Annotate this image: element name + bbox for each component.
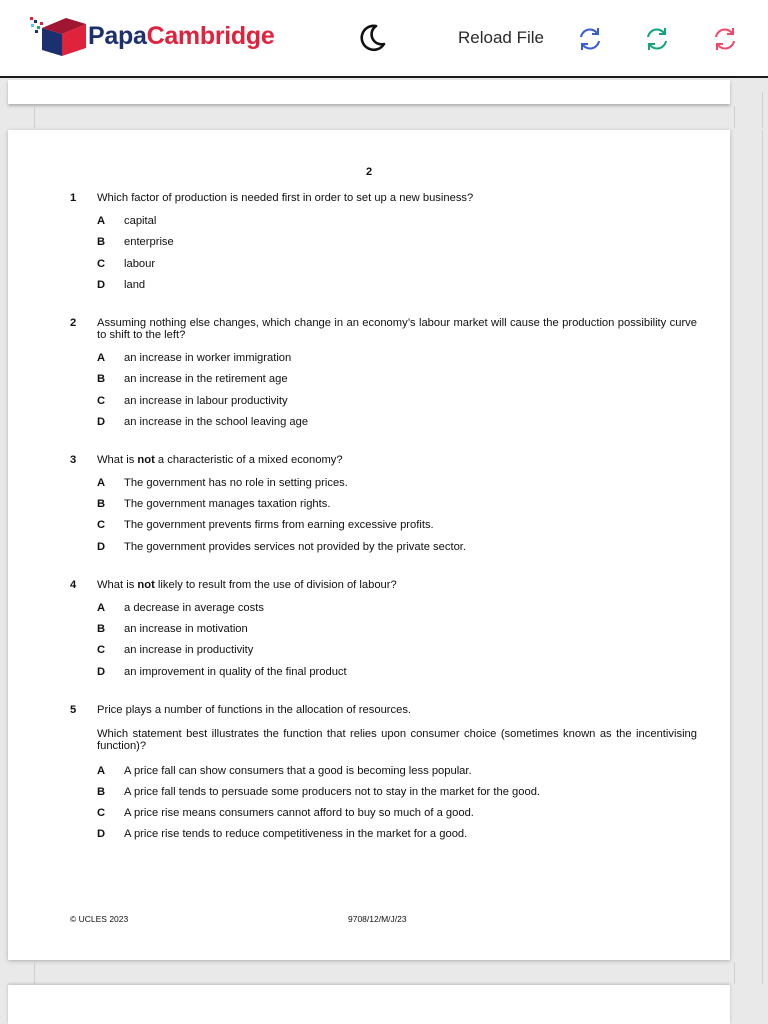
question-text: Which statement best illustrates the function that relies upon consumer choice (sometimes known as the incentivising function)?	[97, 728, 697, 752]
option-text: an improvement in quality of the final product	[124, 666, 347, 678]
question-number: 4	[70, 579, 77, 591]
reload-file-label[interactable]: Reload File	[458, 28, 544, 47]
logo-mark-icon	[28, 16, 88, 58]
divider	[734, 962, 735, 984]
option-text: land	[124, 279, 146, 291]
option-d	[8, 416, 730, 430]
option-d	[8, 541, 730, 555]
option-a	[8, 765, 730, 779]
option-b	[8, 498, 730, 512]
option-c	[8, 807, 730, 821]
option-letter: A	[97, 477, 106, 489]
option-b	[8, 623, 730, 637]
logo-text	[88, 22, 274, 51]
question-number: 5	[70, 704, 77, 716]
option-letter: B	[97, 623, 106, 635]
option-c	[8, 395, 730, 409]
option-letter: A	[97, 602, 106, 614]
option-letter: C	[97, 644, 106, 656]
footer-copyright: © UCLES 2023	[70, 914, 129, 924]
option-a	[8, 602, 730, 616]
question-text: Price plays a number of functions in the allocation of resources.	[97, 704, 412, 716]
option-b	[8, 786, 730, 800]
option-letter: B	[97, 236, 106, 248]
divider	[762, 130, 763, 984]
option-c	[8, 258, 730, 272]
question-number: 1	[70, 192, 77, 204]
option-text: an increase in the retirement age	[124, 373, 288, 385]
option-text: capital	[124, 215, 157, 227]
option-c	[8, 519, 730, 533]
question-text-start: What is	[97, 579, 138, 591]
question-text-emphasis: not	[137, 579, 155, 591]
divider	[734, 106, 735, 128]
option-letter: D	[97, 541, 106, 553]
option-text: The government has no role in setting prices.	[124, 477, 348, 489]
option-text: A price rise tends to reduce competitiveness in the market for a good.	[124, 828, 468, 840]
divider	[762, 92, 763, 128]
moon-icon[interactable]	[356, 22, 388, 54]
question-text	[97, 579, 697, 592]
reload-icon[interactable]	[642, 24, 672, 54]
option-text: The government prevents firms from earning excessive profits.	[124, 519, 434, 531]
option-a	[8, 352, 730, 366]
previous-page-edge	[8, 80, 730, 104]
option-text: an increase in labour productivity	[124, 395, 288, 407]
question-text-start: What is	[97, 454, 138, 466]
option-letter: B	[97, 786, 106, 798]
option-letter: C	[97, 519, 106, 531]
question-text: Assuming nothing else changes, which change in an economy’s labour market will cause the production possibility curve to shift to the left?	[97, 317, 697, 341]
option-text: The government provides services not provided by the private sector.	[124, 541, 467, 553]
document-page	[8, 130, 730, 960]
option-text: an increase in worker immigration	[124, 352, 292, 364]
question-text	[97, 454, 697, 467]
option-letter: B	[97, 373, 106, 385]
question-text: Which factor of production is needed first in order to set up a new business?	[97, 192, 474, 204]
option-text: an increase in productivity	[124, 644, 254, 656]
option-text: enterprise	[124, 236, 174, 248]
option-text: A price fall can show consumers that a good is becoming less popular.	[124, 765, 472, 777]
option-text: an increase in motivation	[124, 623, 248, 635]
footer-paper-code: 9708/12/M/J/23	[348, 914, 407, 924]
question-text-end: likely to result from the use of division of labour?	[154, 579, 397, 591]
logo-cambridge: Cambridge	[146, 22, 275, 50]
option-b	[8, 373, 730, 387]
option-letter: C	[97, 807, 106, 819]
divider	[34, 962, 35, 984]
option-text: an increase in the school leaving age	[124, 416, 309, 428]
papacambridge-logo[interactable]	[28, 16, 308, 58]
option-c	[8, 644, 730, 658]
divider	[34, 106, 35, 128]
option-a	[8, 215, 730, 229]
reload-icon[interactable]	[575, 24, 605, 54]
question-number: 2	[70, 317, 77, 329]
question-number: 3	[70, 454, 77, 466]
option-d	[8, 828, 730, 842]
option-text: a decrease in average costs	[124, 602, 264, 614]
option-letter: D	[97, 828, 106, 840]
option-letter: D	[97, 279, 106, 291]
option-letter: A	[97, 215, 106, 227]
option-letter: B	[97, 498, 106, 510]
question-text-emphasis: not	[137, 454, 155, 466]
option-b	[8, 236, 730, 250]
question-text-end: a characteristic of a mixed economy?	[154, 454, 343, 466]
option-text: A price fall tends to persuade some producers not to stay in the market for the good.	[124, 786, 541, 798]
option-text: A price rise means consumers cannot afford to buy so much of a good.	[124, 807, 474, 819]
option-letter: A	[97, 765, 106, 777]
top-bar	[0, 0, 768, 78]
option-text: The government manages taxation rights.	[124, 498, 331, 510]
option-letter: D	[97, 666, 106, 678]
option-letter: D	[97, 416, 106, 428]
option-letter: C	[97, 395, 106, 407]
option-a	[8, 477, 730, 491]
reload-icon[interactable]	[710, 24, 740, 54]
option-text: labour	[124, 258, 156, 270]
option-letter: A	[97, 352, 106, 364]
next-page-edge	[8, 985, 730, 1024]
logo-papa: Papa	[88, 22, 147, 50]
option-d	[8, 666, 730, 680]
page-number: 2	[365, 166, 373, 178]
option-d	[8, 279, 730, 293]
option-letter: C	[97, 258, 106, 270]
